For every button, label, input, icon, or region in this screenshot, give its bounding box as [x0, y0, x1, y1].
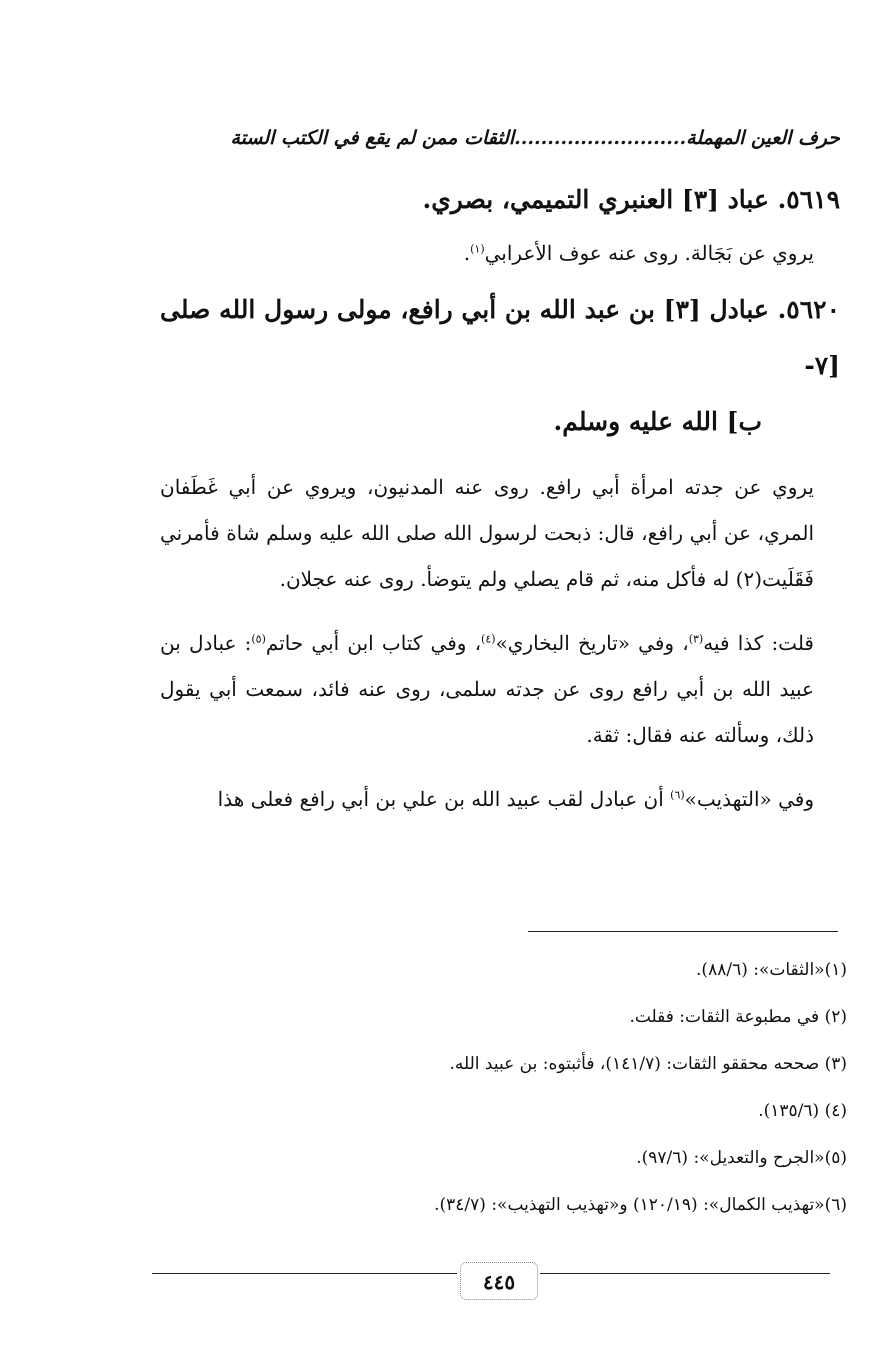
- header-dots: ..........................: [514, 127, 687, 149]
- footnote-ref-4: (٤): [481, 632, 496, 646]
- footer-rule-right: [540, 1273, 830, 1274]
- footnote-6: (٦)«تهذيب الكمال»: (١٢٠/١٩) و«تهذيب التهذيب»: (٣٤/٧).: [434, 1195, 847, 1215]
- footnote-ref-6: (٦): [670, 788, 685, 802]
- footnote-1: (١)«الثقات»: (٨٨/٦).: [696, 960, 847, 980]
- running-header: [165, 118, 840, 158]
- para2-part-b: ، وفي «تاريخ البخاري»: [495, 631, 689, 655]
- para2-part-d: : عبادل بن عبيد الله بن أبي رافع روى عن جدته سلمى، روى عنه فائد، سمعت أبي يقول ذلك، وسألته عنه فقال: ثقة.: [160, 631, 814, 747]
- footnote-ref-3: (٣): [688, 632, 704, 646]
- header-chapter: حرف العين المهملة: [686, 127, 840, 149]
- footnote-3: (٣) صححه محققو الثقات: (١٤١/٧)، فأثبتوه: بن عبيد الله.: [449, 1054, 847, 1074]
- footnote-separator: [528, 931, 838, 932]
- footnote-ref-1: (١): [470, 242, 485, 256]
- entry-5619-body: يروي عن بَجَالة. روى عنه عوف الأعرابي: [484, 241, 814, 265]
- entry-5620-paragraph-1: يروي عن جدته امرأة أبي رافع. روى عنه المدنيون، ويروي عن أبي غَطَفان المري، عن أبي رافع، قال: ذبحت لرسول الله صلى الله عليه وسلم شاة فأمرني فَقَلَيت(٢) له فأكل منه، ثم قام يصلي ولم يتوضأ. روى عنه عجلان.: [160, 475, 814, 591]
- footnotes: [160, 958, 847, 1240]
- page-number: ٤٤٥: [460, 1262, 538, 1300]
- footer-rule-left: [152, 1273, 457, 1274]
- header-book-title: الثقات ممن لم يقع في الكتب الستة: [230, 127, 515, 149]
- entry-5619-title: ٥٦١٩. عباد [٣] العنبري التميمي، بصري.: [422, 185, 840, 214]
- para3-part-b: أن عبادل لقب عبيد الله بن علي بن أبي رافع فعلى هذا: [217, 787, 671, 811]
- entry-5619-text: [160, 230, 840, 276]
- entry-5620-title: [160, 282, 840, 450]
- entry-5619-end: .: [463, 241, 471, 265]
- para3-part-a: وفي «التهذيب»: [684, 787, 814, 811]
- footnote-5: (٥)«الجرح والتعديل»: (٩٧/٦).: [636, 1148, 847, 1168]
- entry-5620-title-line1: ٥٦٢٠. عبادل [٣] بن عبد الله بن أبي رافع، مولى رسول الله صلى [٧-: [160, 295, 840, 380]
- entry-5620-title-line2: ب] الله عليه وسلم.: [553, 407, 762, 436]
- footnote-2: (٢) في مطبوعة الثقات: فقلت.: [629, 1007, 847, 1027]
- main-text: [160, 172, 840, 822]
- entry-5620-paragraph-2: [160, 620, 840, 758]
- entry-5620-paragraph-3: [160, 776, 840, 822]
- footnote-4: (٤) (١٣٥/٦).: [758, 1101, 847, 1121]
- footnote-ref-5: (٥): [251, 632, 266, 646]
- para2-part-c: ، وفي كتاب ابن أبي حاتم: [265, 631, 482, 655]
- para2-part-a: قلت: كذا فيه: [703, 631, 814, 655]
